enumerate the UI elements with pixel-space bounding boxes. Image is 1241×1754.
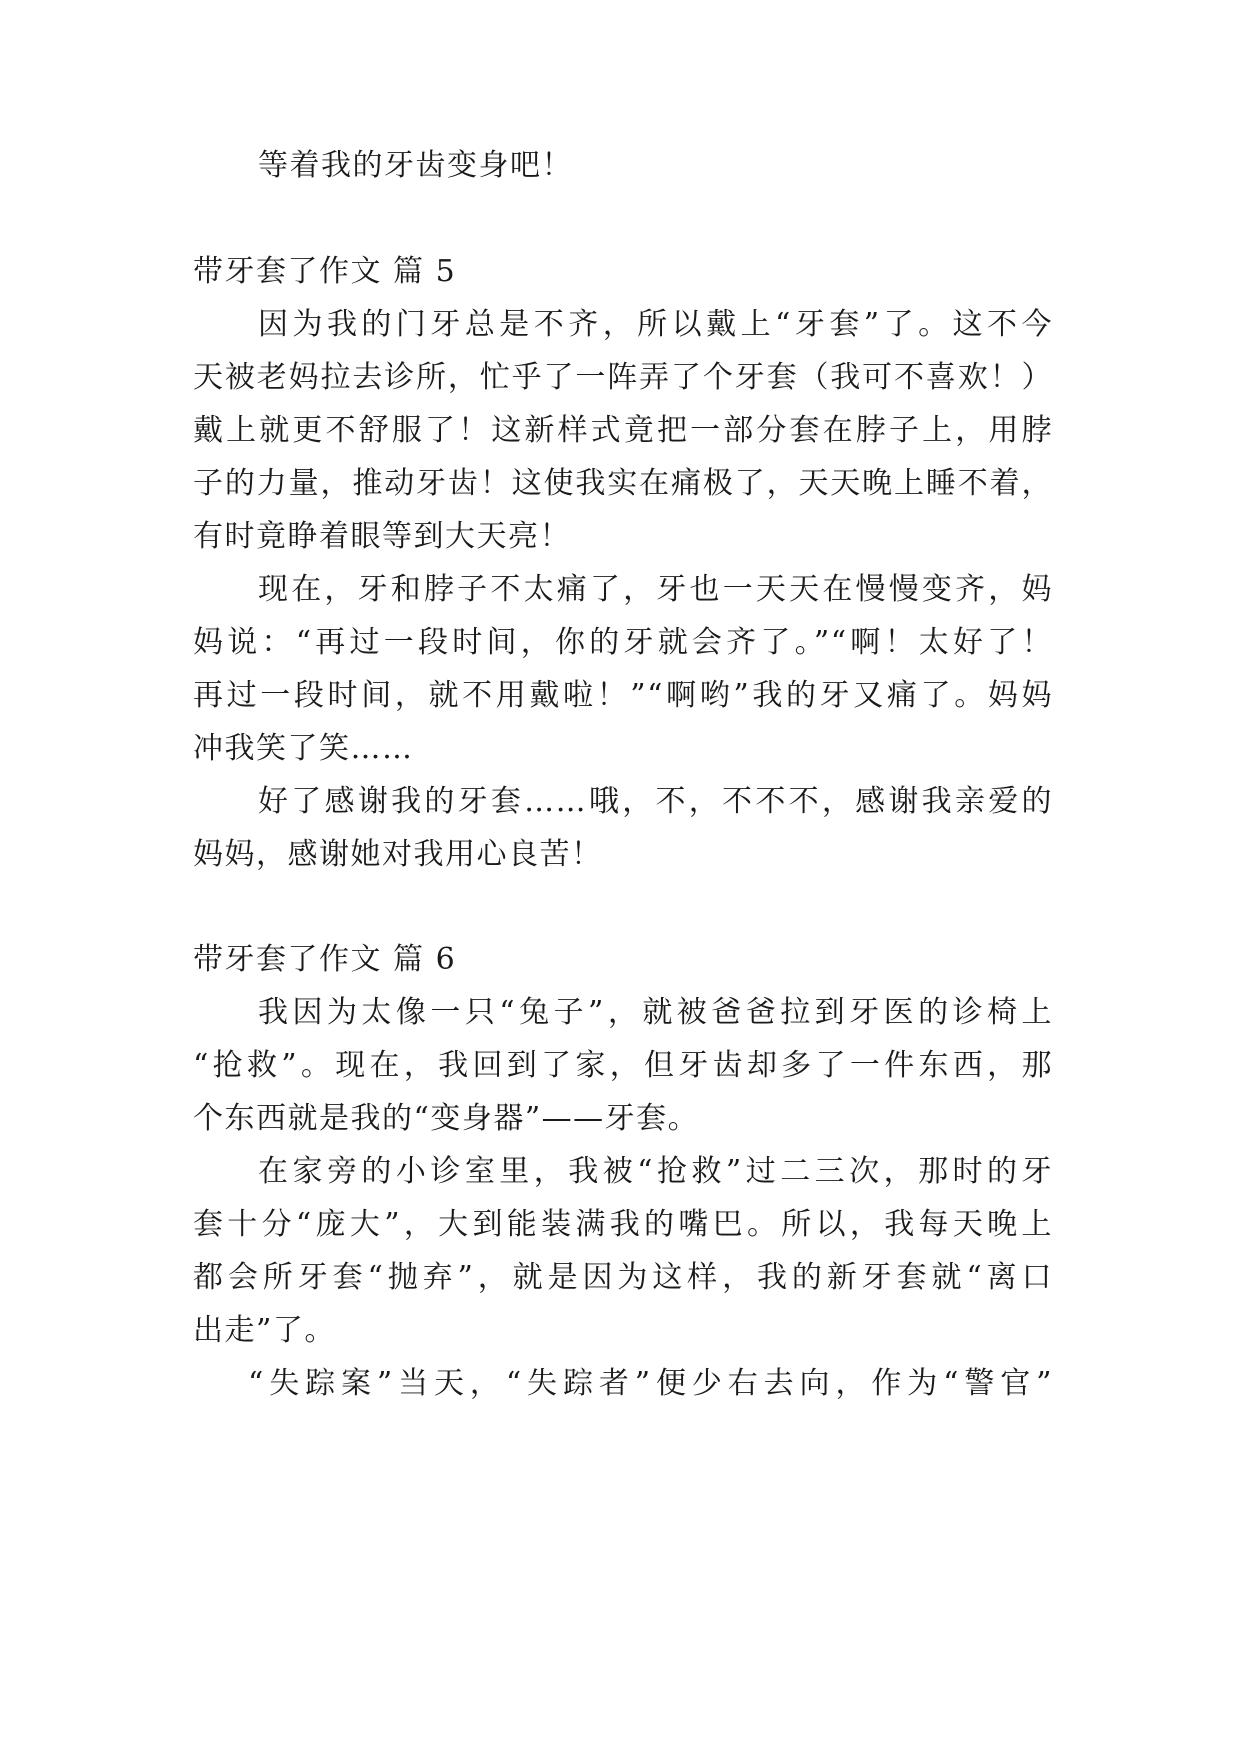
paragraph-line: 有时竟睁着眼等到大天亮！ — [193, 519, 571, 554]
section-heading: 带牙套了作文 篇 5 — [193, 254, 457, 289]
paragraph-line: 好了感谢我的牙套……哦，不，不不不，感谢我亲爱的 — [258, 784, 1053, 819]
paragraph-line: 出走”了。 — [193, 1313, 336, 1348]
paragraph-line: 冲我笑了笑…… — [193, 731, 414, 766]
paragraph-line: “抢救”。现在，我回到了家，但牙齿却多了一件东西，那 — [193, 1048, 1053, 1083]
paragraph-line: “失踪案”当天，“失踪者”便少右去向，作为“警官” — [248, 1366, 1053, 1401]
paragraph-line: 子的力量，推动牙齿！这使我实在痛极了，天天晚上睡不着， — [193, 466, 1053, 501]
paragraph-line: 个东西就是我的“变身器”——牙套。 — [193, 1101, 700, 1136]
section-heading: 带牙套了作文 篇 6 — [193, 942, 457, 977]
paragraph-line: 戴上就更不舒服了！这新样式竟把一部分套在脖子上，用脖 — [193, 413, 1053, 448]
paragraph-line: 妈妈，感谢她对我用心良苦！ — [193, 837, 603, 872]
paragraph-line: 现在，牙和脖子不太痛了，牙也一天天在慢慢变齐，妈 — [258, 572, 1053, 607]
paragraph-line: 套十分“庞大”，大到能装满我的嘴巴。所以，我每天晚上 — [193, 1207, 1053, 1242]
paragraph-line: 在家旁的小诊室里，我被“抢救”过二三次，那时的牙 — [258, 1154, 1053, 1189]
paragraph-line: 我因为太像一只“兔子”，就被爸爸拉到牙医的诊椅上 — [258, 995, 1053, 1030]
paragraph-line: 再过一段时间，就不用戴啦！”“啊哟”我的牙又痛了。妈妈 — [193, 678, 1053, 713]
paragraph-line: 都会所牙套“抛弃”，就是因为这样，我的新牙套就“离口 — [193, 1260, 1053, 1295]
paragraph-line: 因为我的门牙总是不齐，所以戴上“牙套”了。这不今 — [258, 307, 1053, 342]
paragraph-line: 妈说：“再过一段时间，你的牙就会齐了。”“啊！太好了！ — [193, 625, 1053, 660]
paragraph-line: 天被老妈拉去诊所，忙乎了一阵弄了个牙套（我可不喜欢！） — [193, 360, 1053, 395]
paragraph-line: 等着我的牙齿变身吧！ — [258, 148, 573, 183]
